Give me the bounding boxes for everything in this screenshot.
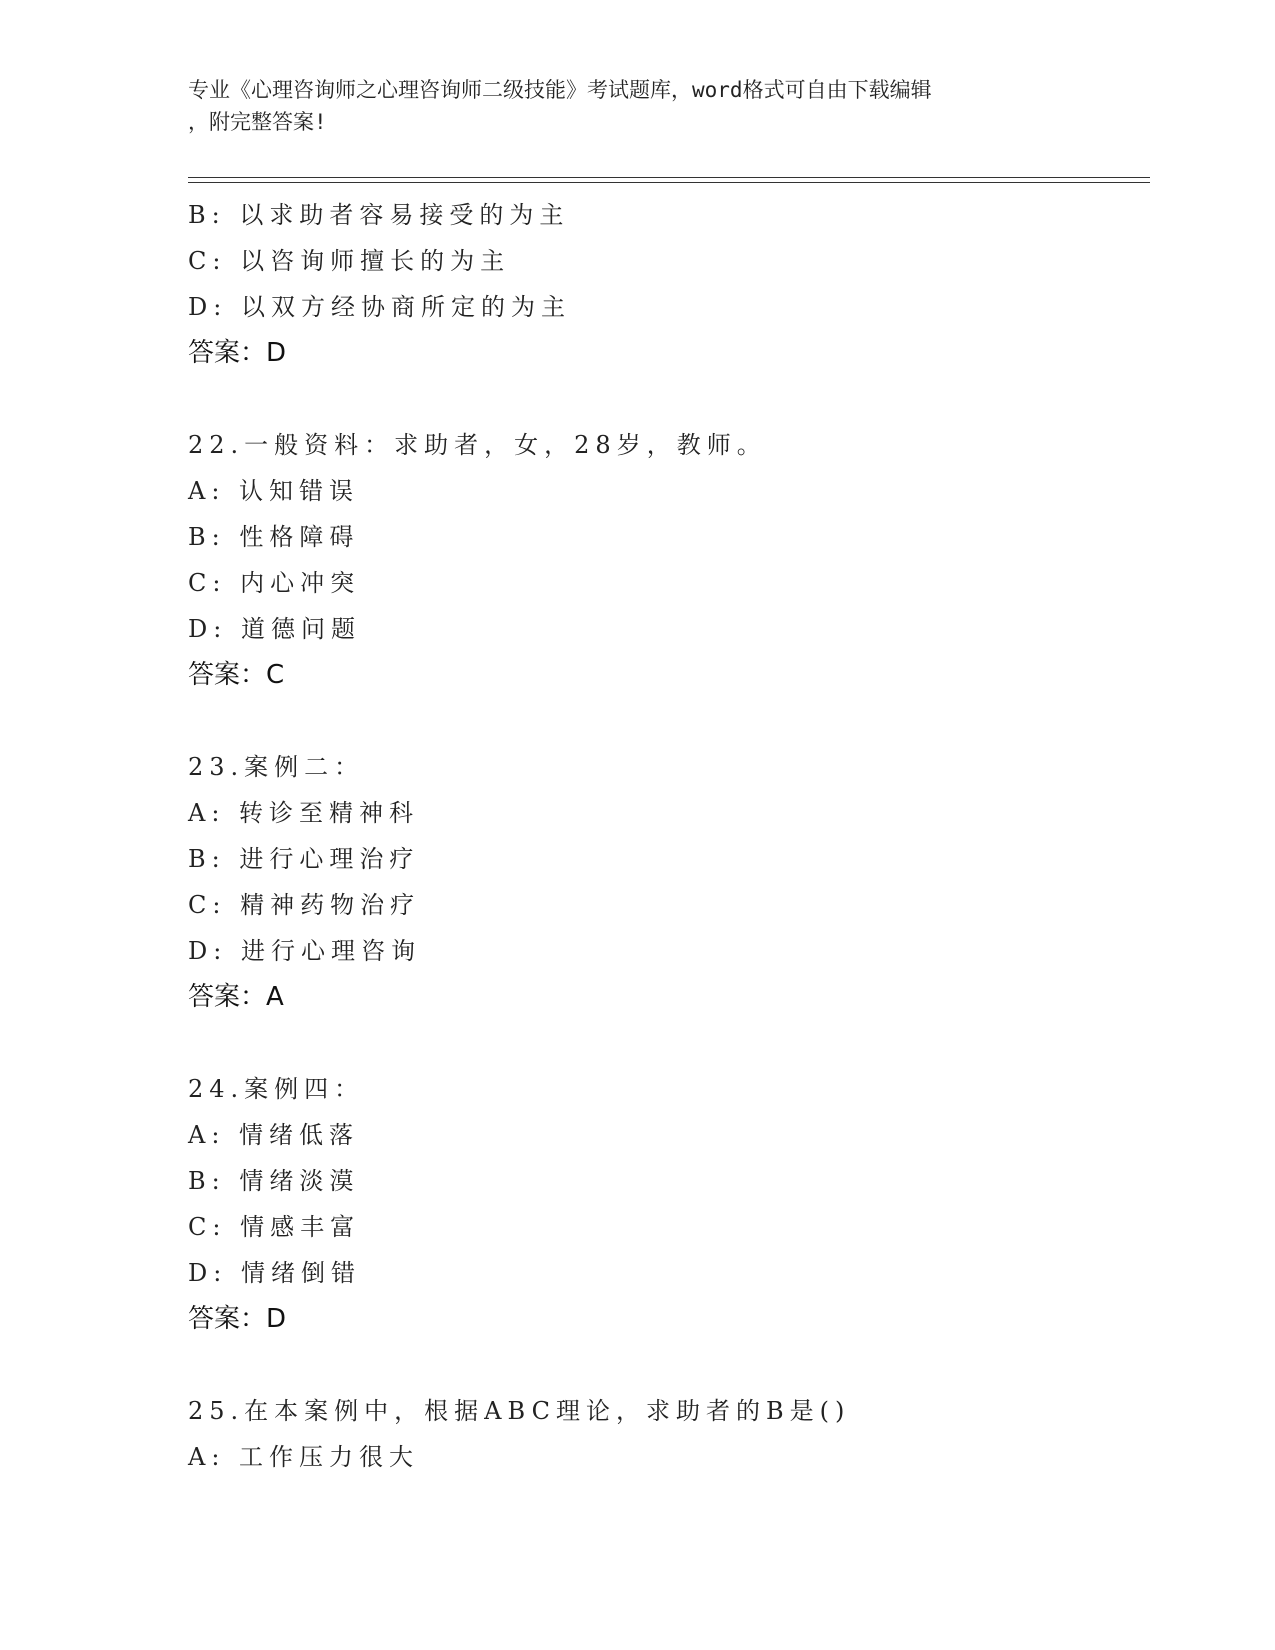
option-d: D: 情绪倒错 (188, 1259, 361, 1287)
question-stem: 25.在本案例中，根据ABC理论，求助者的B是() (188, 1397, 851, 1425)
spacer (188, 698, 1150, 744)
option-a: A: 认知错误 (188, 477, 360, 505)
answer-label: 答案：A (188, 982, 284, 1012)
option-c: C: 以咨询师擅长的为主 (188, 247, 511, 275)
question-stem: 23.案例二： (188, 753, 365, 781)
spacer (188, 1342, 1150, 1388)
option-a: A: 情绪低落 (188, 1121, 360, 1149)
option-c: C: 情感丰富 (188, 1213, 361, 1241)
document-header (188, 74, 1088, 138)
question-23 (188, 744, 1150, 1020)
header-divider-bottom (188, 182, 1150, 183)
option-b: B: 性格障碍 (188, 523, 360, 551)
question-25 (188, 1388, 1150, 1480)
option-d: D: 道德问题 (188, 615, 361, 643)
option-b: B: 情绪淡漠 (188, 1167, 360, 1195)
option-d: D: 以双方经协商所定的为主 (188, 293, 571, 321)
header-line-1: 专业《心理咨询师之心理咨询师二级技能》考试题库，word格式可自由下载编辑 (188, 78, 932, 102)
question-list (188, 192, 1150, 1480)
header-divider-top (188, 177, 1150, 178)
question-24 (188, 1066, 1150, 1342)
spacer (188, 376, 1150, 422)
option-b: B: 进行心理治疗 (188, 845, 420, 873)
option-a: A: 转诊至精神科 (188, 799, 420, 827)
option-c: C: 内心冲突 (188, 569, 361, 597)
spacer (188, 1020, 1150, 1066)
answer-label: 答案：C (188, 660, 285, 690)
option-c: C: 精神药物治疗 (188, 891, 421, 919)
question-22 (188, 422, 1150, 698)
question-stem: 22.一般资料：求助者，女，28岁，教师。 (188, 431, 767, 459)
answer-label: 答案：D (188, 338, 287, 368)
answer-label: 答案：D (188, 1304, 287, 1334)
question-21-continued (188, 192, 1150, 376)
option-b: B: 以求助者容易接受的为主 (188, 201, 570, 229)
header-line-2: ，附完整答案! (188, 110, 327, 134)
option-d: D: 进行心理咨询 (188, 937, 421, 965)
option-a: A: 工作压力很大 (188, 1443, 420, 1471)
question-stem: 24.案例四： (188, 1075, 365, 1103)
